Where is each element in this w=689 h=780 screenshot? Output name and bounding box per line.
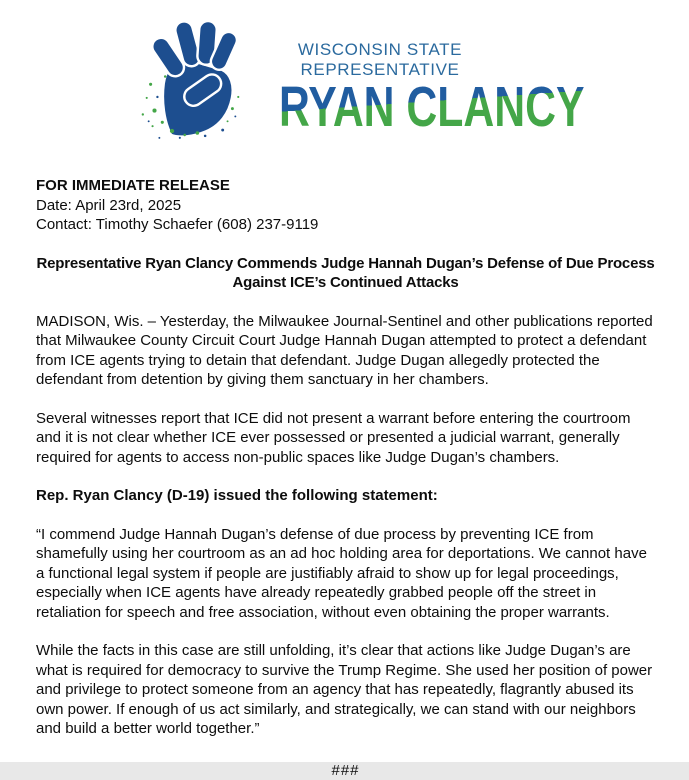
release-info (36, 176, 655, 235)
release-date: Date: April 23rd, 2025 (36, 196, 655, 216)
brand-name-wordmark: RYAN CLANCY (279, 81, 585, 133)
brand-org-line1: WISCONSIN STATE (228, 40, 532, 60)
brand-block (228, 40, 532, 133)
paragraph-witnesses: Several witnesses report that ICE did not present a warrant before entering the courtroom and it is not clear whether ICE ever possessed or presented a judicial warrant, generally required for agents to access non-public spaces like Judge Dugan’s chambers. (36, 409, 655, 468)
document-body (0, 152, 689, 780)
brand-org-title (228, 40, 532, 80)
letterhead (0, 0, 689, 152)
end-mark: ### (36, 761, 655, 780)
release-label: FOR IMMEDIATE RELEASE (36, 176, 655, 196)
release-contact: Contact: Timothy Schaefer (608) 237-9119 (36, 215, 655, 235)
paragraph-madison: MADISON, Wis. – Yesterday, the Milwaukee Journal-Sentinel and other publications reported that Milwaukee County Circuit Court Judge Hannah Dugan attempted to protect a defendant from ICE agents trying to detain that defendant. Judge Dugan allegedly protected the defendant from detention by giving them sanctuary in her chambers. (36, 312, 655, 390)
quote-paragraph-2: While the facts in this case are still unfolding, it’s clear that actions like Judge Dugan’s are what is required for democracy to survive the Trump Regime. She used her position of power and privilege to protect someone from an agency that has repeatedly, flagrantly abused its own power. If enough of us act similarly, and strategically, we can stand with our neighbors and build a better world together.” (36, 641, 655, 739)
statement-intro: Rep. Ryan Clancy (D-19) issued the following statement: (36, 486, 655, 506)
quote-paragraph-1: “I commend Judge Hannah Dugan’s defense of due process by preventing ICE from shamefully using her courtroom as an ad hoc holding area for deportations. We cannot have a functional legal system if people are justifiably afraid to show up for legal proceedings, especially when ICE agents have already repeatedly grabbed people off the street in retaliation for speech and free association, without even obtaining the proper warrants. (36, 525, 655, 623)
headline: Representative Ryan Clancy Commends Judge Hannah Dugan’s Defense of Due Process Against ICE’s Continued Attacks (36, 254, 655, 293)
brand-org-line2: REPRESENTATIVE (228, 60, 532, 80)
